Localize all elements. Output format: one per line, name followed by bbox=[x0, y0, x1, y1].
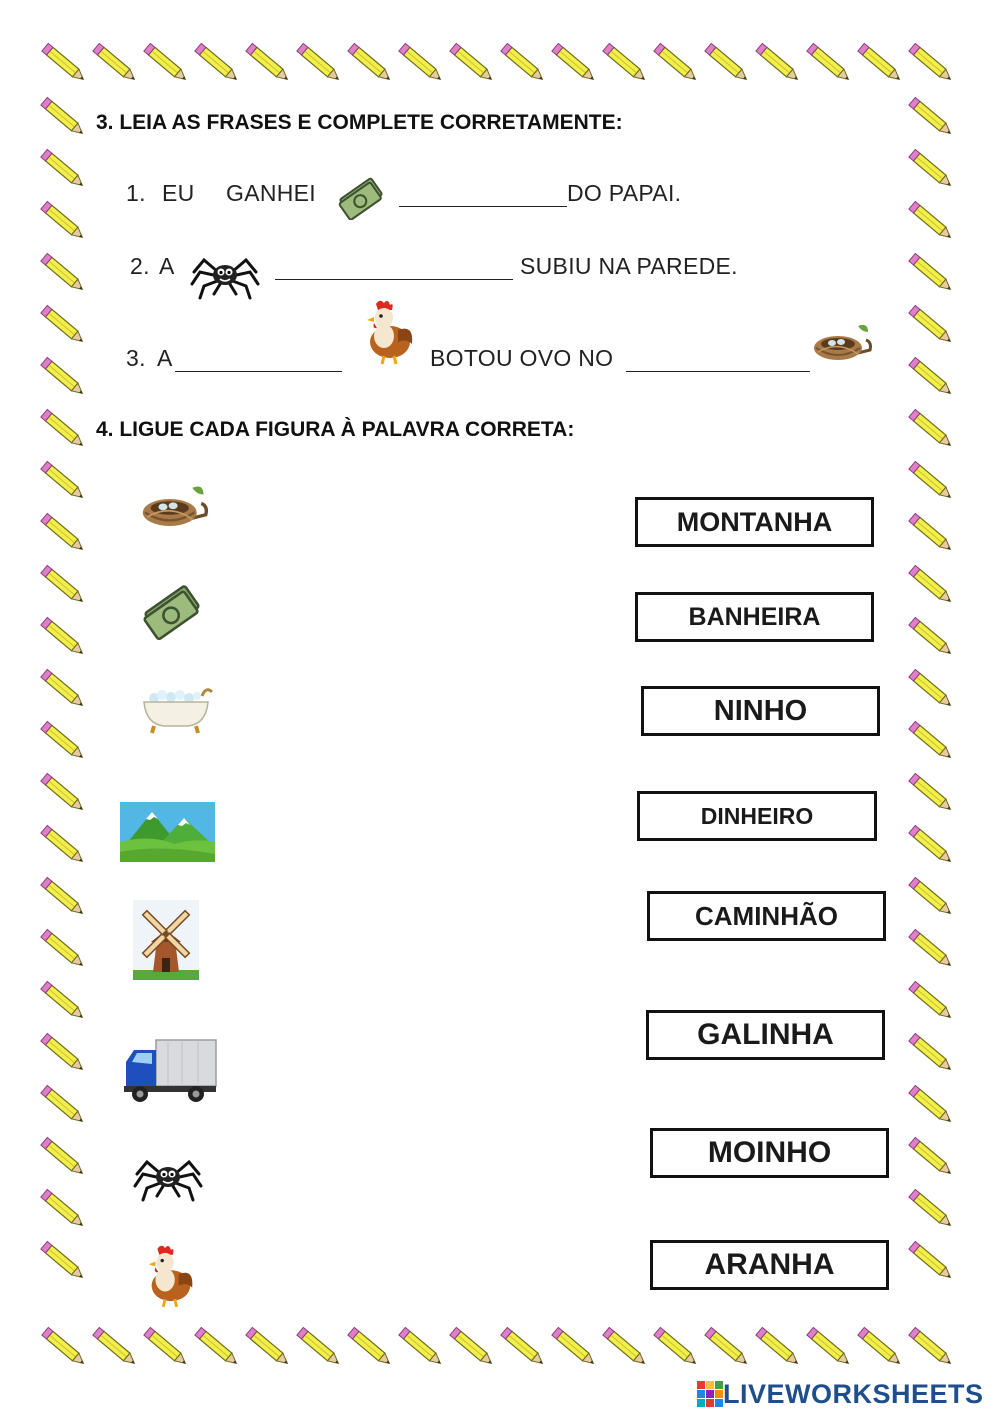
word-box-banheira[interactable]: BANHEIRA bbox=[635, 592, 874, 642]
pencil-icon bbox=[909, 97, 954, 137]
sentence-1-word-ganhei: GANHEI bbox=[226, 180, 316, 206]
word-box-caminhao[interactable]: CAMINHÃO bbox=[647, 891, 886, 941]
pencil-icon bbox=[603, 1327, 648, 1367]
pencil-icon bbox=[450, 43, 495, 83]
word-box-aranha[interactable]: ARANHA bbox=[650, 1240, 889, 1290]
pencil-icon bbox=[909, 1137, 954, 1177]
pencil-icon bbox=[246, 43, 291, 83]
sentence-2-word-a: A bbox=[159, 253, 175, 279]
pencil-icon bbox=[41, 409, 86, 449]
pencil-icon bbox=[41, 825, 86, 865]
pencil-icon bbox=[246, 1327, 291, 1367]
sentence-1-blank[interactable] bbox=[399, 186, 567, 212]
sentence-3-middle: BOTOU OVO NO bbox=[430, 345, 614, 371]
pencil-icon bbox=[909, 409, 954, 449]
money-icon bbox=[336, 174, 386, 220]
pencil-icon bbox=[41, 721, 86, 761]
section-4-title: 4. LIGUE CADA FIGURA À PALAVRA CORRETA: bbox=[96, 418, 575, 441]
chicken-icon bbox=[358, 298, 416, 366]
pencil-icon bbox=[909, 461, 954, 501]
pencil-icon bbox=[552, 43, 597, 83]
pencil-icon bbox=[41, 981, 86, 1021]
section-3-title: 3. LEIA AS FRASES E COMPLETE CORRETAMENTE: bbox=[96, 111, 623, 134]
pencil-icon bbox=[297, 1327, 342, 1367]
pencil-icon bbox=[41, 149, 86, 189]
pencil-icon bbox=[41, 253, 86, 293]
pencil-icon bbox=[41, 305, 86, 345]
pencil-icon bbox=[909, 825, 954, 865]
pencil-icon bbox=[909, 1085, 954, 1125]
pencil-icon bbox=[909, 565, 954, 605]
pencil-icon bbox=[41, 97, 86, 137]
pencil-icon bbox=[909, 513, 954, 553]
pencil-icon bbox=[41, 461, 86, 501]
pencil-icon bbox=[144, 43, 189, 83]
pencil-icon bbox=[756, 43, 801, 83]
pencil-icon bbox=[909, 929, 954, 969]
sentence-3-blank-1[interactable] bbox=[175, 351, 342, 377]
pencil-icon bbox=[909, 305, 954, 345]
pencil-icon bbox=[399, 1327, 444, 1367]
sentence-1-number: 1. bbox=[126, 180, 146, 206]
pencil-icon bbox=[909, 773, 954, 813]
pencil-icon bbox=[93, 43, 138, 83]
pencil-icon bbox=[144, 1327, 189, 1367]
liveworksheets-logo[interactable] bbox=[697, 1378, 984, 1410]
sentence-2-number: 2. bbox=[130, 253, 150, 279]
liveworksheets-logo-text: LIVEWORKSHEETS bbox=[723, 1378, 984, 1409]
pencil-icon bbox=[348, 43, 393, 83]
pencil-icon bbox=[909, 253, 954, 293]
pencil-icon bbox=[654, 1327, 699, 1367]
pencil-icon bbox=[41, 669, 86, 709]
pencil-icon bbox=[807, 43, 852, 83]
pencil-icon bbox=[909, 1189, 954, 1229]
pencil-icon bbox=[450, 1327, 495, 1367]
sentence-1-ending: DO PAPAI. bbox=[567, 180, 682, 206]
pencil-icon bbox=[909, 201, 954, 241]
mountain-icon[interactable] bbox=[120, 802, 215, 862]
pencil-icon bbox=[552, 1327, 597, 1367]
pencil-icon bbox=[501, 43, 546, 83]
pencil-icon bbox=[603, 43, 648, 83]
pencil-icon bbox=[42, 43, 87, 83]
pencil-icon bbox=[501, 1327, 546, 1367]
word-box-dinheiro[interactable]: DINHEIRO bbox=[637, 791, 877, 841]
pencil-icon bbox=[858, 1327, 903, 1367]
chicken-icon[interactable] bbox=[140, 1242, 196, 1310]
windmill-icon[interactable] bbox=[133, 900, 199, 980]
pencil-icon bbox=[909, 43, 954, 83]
pencil-icon bbox=[909, 1327, 954, 1367]
pencil-icon bbox=[807, 1327, 852, 1367]
pencil-icon bbox=[705, 43, 750, 83]
pencil-icon bbox=[41, 929, 86, 969]
pencil-icon bbox=[909, 877, 954, 917]
pencil-icon bbox=[348, 1327, 393, 1367]
pencil-icon bbox=[41, 1189, 86, 1229]
word-box-ninho[interactable]: NINHO bbox=[641, 686, 880, 736]
pencil-icon bbox=[41, 1033, 86, 1073]
pencil-icon bbox=[858, 43, 903, 83]
pencil-icon bbox=[909, 617, 954, 657]
liveworksheets-logo-icon bbox=[697, 1381, 723, 1407]
pencil-icon bbox=[399, 43, 444, 83]
pencil-icon bbox=[42, 1327, 87, 1367]
pencil-icon bbox=[909, 149, 954, 189]
nest-icon[interactable] bbox=[136, 480, 208, 536]
truck-icon[interactable] bbox=[122, 1038, 218, 1104]
pencil-icon bbox=[93, 1327, 138, 1367]
pencil-icon bbox=[909, 357, 954, 397]
pencil-icon bbox=[654, 43, 699, 83]
sentence-3-word-a: A bbox=[157, 345, 173, 371]
pencil-icon bbox=[297, 43, 342, 83]
pencil-icon bbox=[41, 1085, 86, 1125]
pencil-icon bbox=[195, 43, 240, 83]
pencil-icon bbox=[41, 201, 86, 241]
word-box-moinho[interactable]: MOINHO bbox=[650, 1128, 889, 1178]
pencil-icon bbox=[41, 617, 86, 657]
pencil-icon bbox=[909, 981, 954, 1021]
bathtub-icon[interactable] bbox=[140, 684, 216, 736]
nest-icon bbox=[808, 320, 872, 368]
pencil-icon bbox=[41, 773, 86, 813]
word-box-montanha[interactable]: MONTANHA bbox=[635, 497, 874, 547]
spider-icon bbox=[190, 250, 260, 300]
sentence-3-blank-2[interactable] bbox=[626, 351, 810, 377]
pencil-icon bbox=[41, 877, 86, 917]
pencil-icon bbox=[41, 1241, 86, 1281]
pencil-icon bbox=[41, 357, 86, 397]
pencil-icon bbox=[756, 1327, 801, 1367]
pencil-icon bbox=[41, 1137, 86, 1177]
pencil-icon bbox=[909, 1033, 954, 1073]
sentence-2-ending: SUBIU NA PAREDE. bbox=[520, 253, 738, 279]
sentence-3-number: 3. bbox=[126, 345, 146, 371]
word-box-galinha[interactable]: GALINHA bbox=[646, 1010, 885, 1060]
pencil-icon bbox=[909, 721, 954, 761]
pencil-icon bbox=[909, 669, 954, 709]
pencil-icon bbox=[41, 565, 86, 605]
spider-icon[interactable] bbox=[132, 1152, 204, 1202]
pencil-icon bbox=[195, 1327, 240, 1367]
money-icon[interactable] bbox=[140, 580, 204, 640]
pencil-icon bbox=[909, 1241, 954, 1281]
pencil-icon bbox=[41, 513, 86, 553]
sentence-2-blank[interactable] bbox=[275, 259, 513, 285]
pencil-icon bbox=[705, 1327, 750, 1367]
sentence-1-word-eu: EU bbox=[162, 180, 195, 206]
